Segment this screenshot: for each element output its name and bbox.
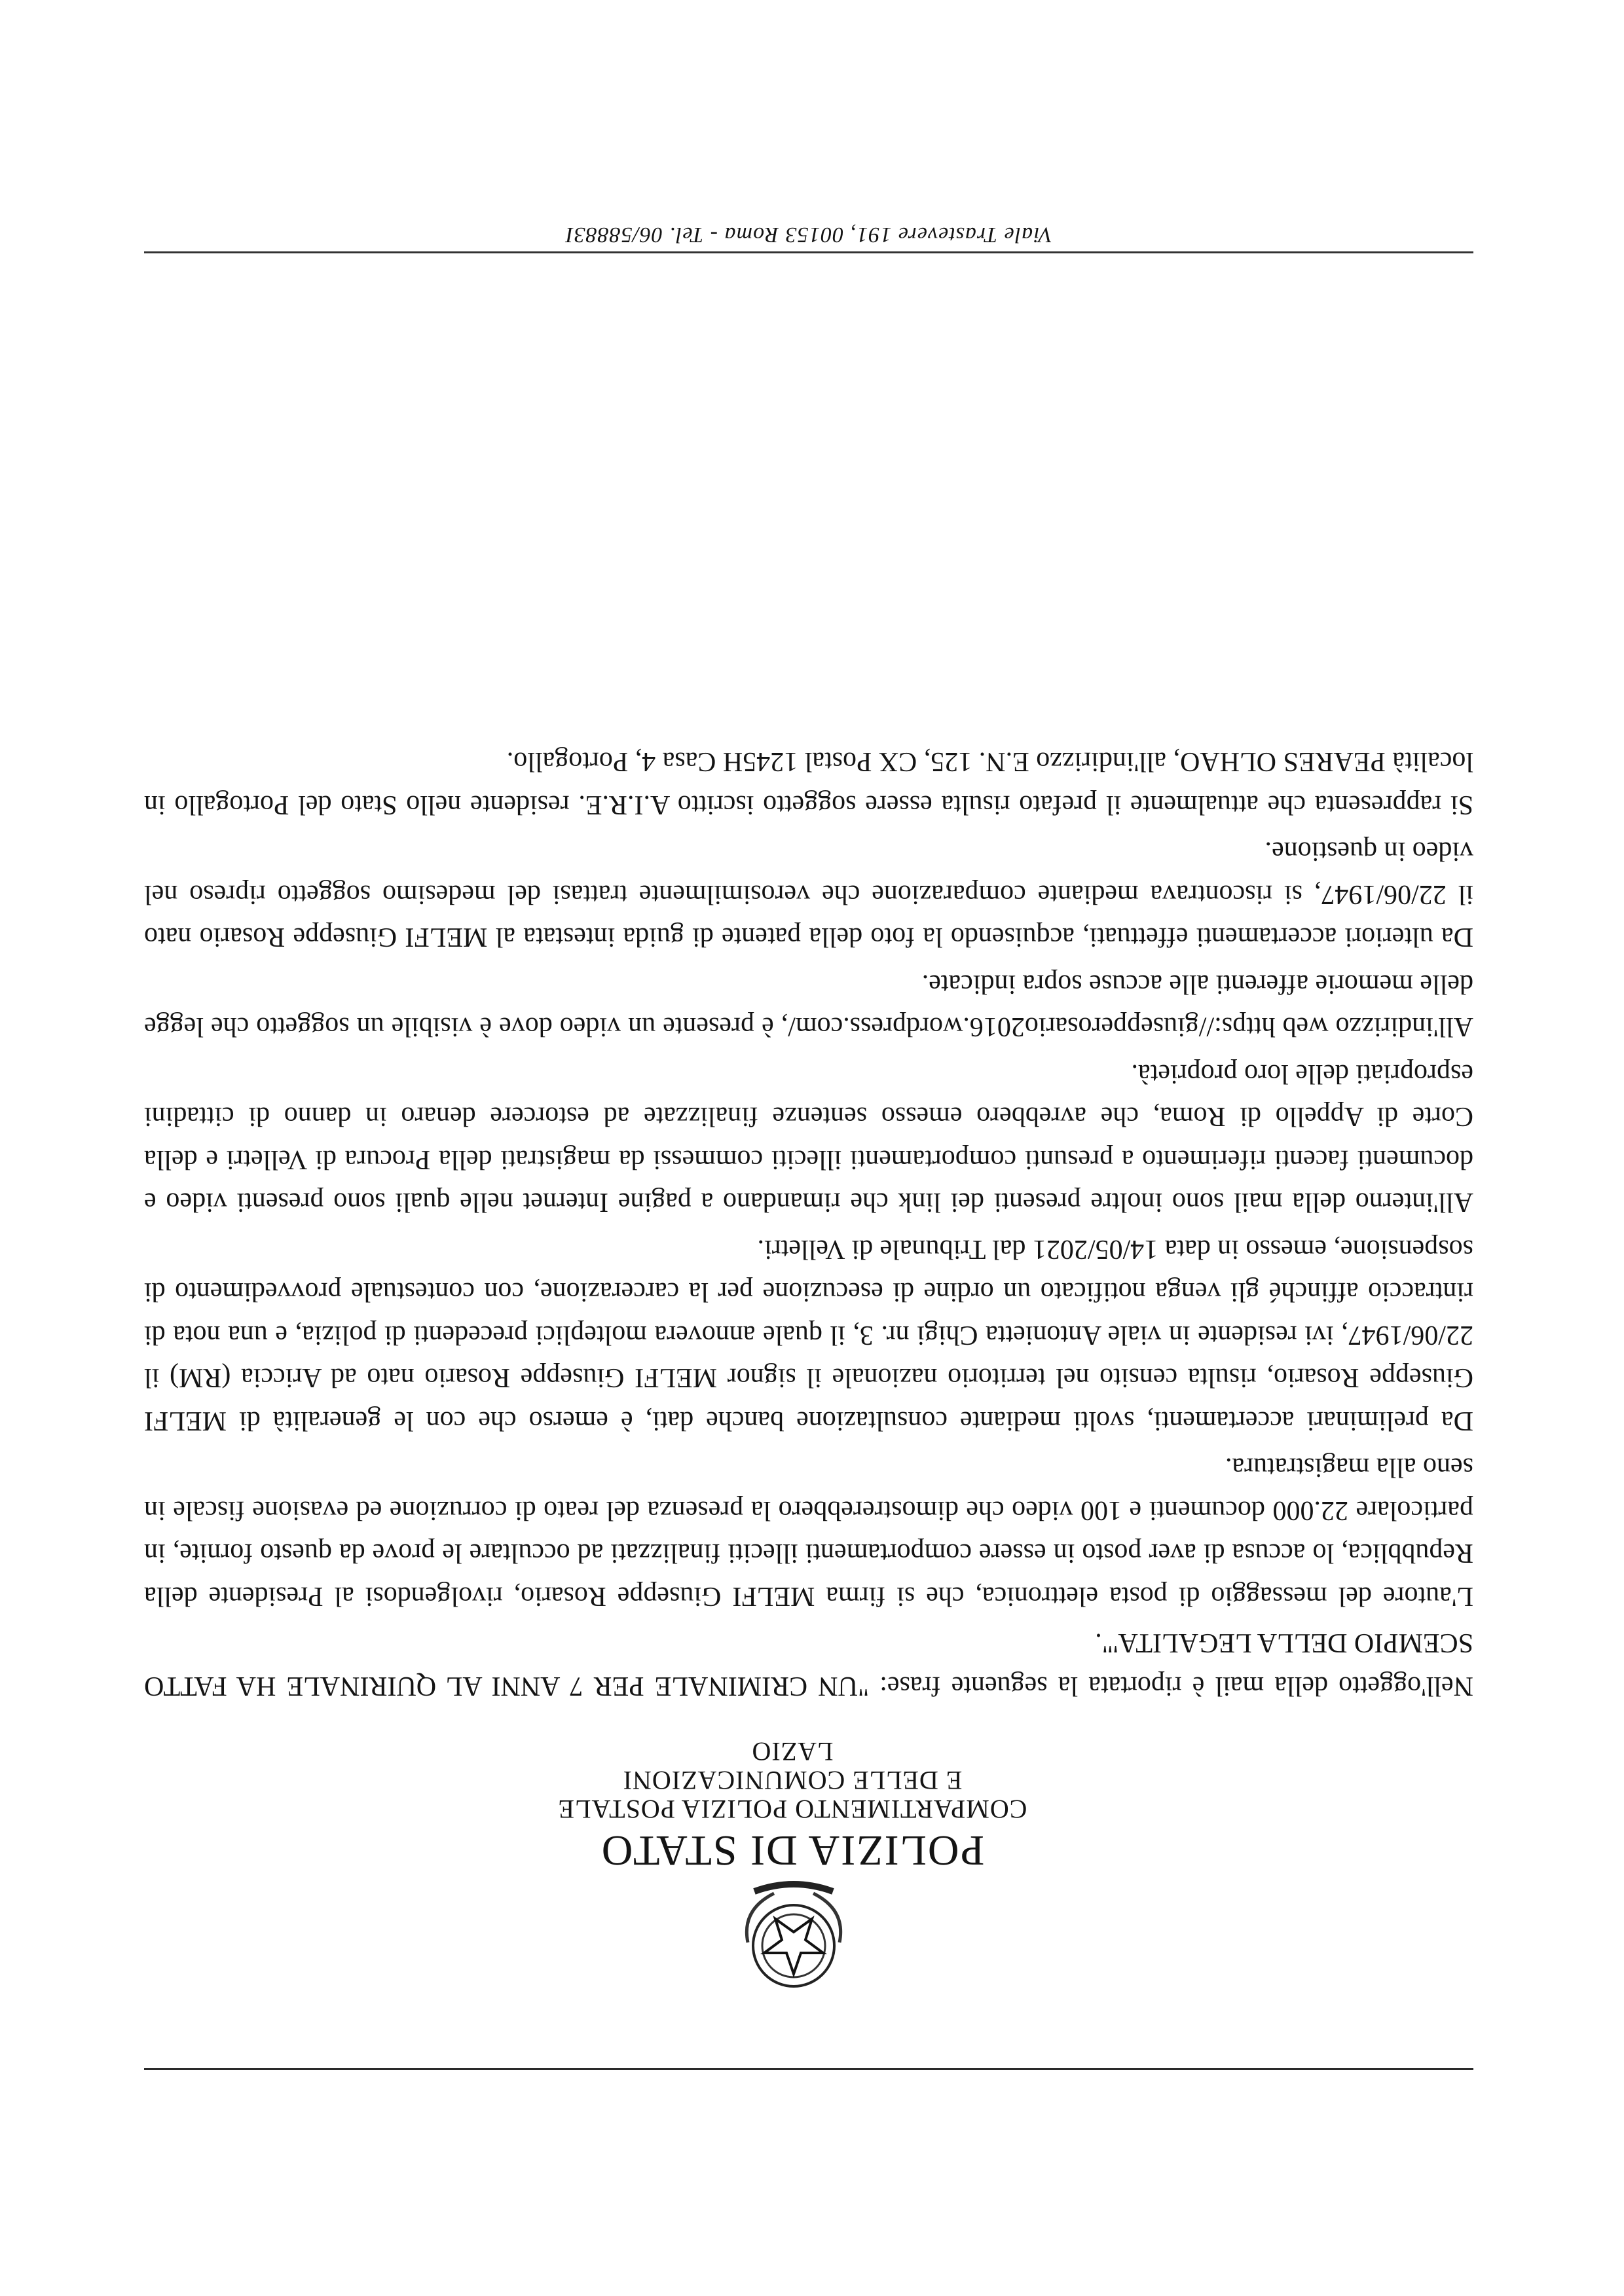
department-name: COMPARTIMENTO POLIZIA POSTALE [557, 1795, 1027, 1824]
footer-divider [144, 251, 1473, 253]
paragraph-residence: Si rappresenta che attualmente il prefato risulta essere soggetto iscritto A.I.R.E. residente nello Stato del Portogallo in località PEARES OLHAO, all'indirizzo E.N. 125, CX Postal 1245H Casa 4, Portogallo. [144, 746, 1473, 820]
department-name-2: E DELLE COMUNICAZIONI [622, 1766, 963, 1795]
paragraph-links: All'interno della mail sono inoltre presenti dei link che rimandano a pagine Internet nelle quali sono presenti video e documenti facenti riferimento a presunti comportamenti illeciti commessi da magistrati della Procura di Velletri e della Corte di Appello di Roma, che avrebbero emesso sentenze finalizzate ad estorcere denaro in danno di cittadini espropriati delle loro proprietà. [144, 1059, 1473, 1218]
top-rule [144, 2068, 1473, 2070]
region-name: LAZIO [751, 1737, 834, 1766]
document-body [144, 737, 1473, 1707]
republic-emblem-icon [735, 1877, 853, 2008]
footer-address: Viale Trastevere 191, 00153 Roma - Tel. 06/58883I [565, 223, 1052, 247]
paragraph-subject: Nell'oggetto della mail è riportata la seguente frase: "UN CRIMINALE PER 7 ANNI AL QUIRINALE HA FATTO SCEMPIO DELLA LEGALITA'". [144, 1628, 1473, 1701]
paragraph-author: L'autore del messaggio di posta elettronica, che si firma MELFI Giuseppe Rosario, rivolgendosi al Presidente della Repubblica, lo accusa di aver posto in essere comportamenti illeciti finalizzati ad occultare le prove da questo fornite, in particolare 22.000 documenti e 100 video che dimostrerebbero la presenza del reato di corruzione ed evasione fiscale in seno alla magistratura. [144, 1452, 1473, 1611]
agency-title: POLIZIA DI STATO [600, 1827, 985, 1874]
document-header [419, 1737, 1166, 1877]
paragraph-website: All'indirizzo web https://giusepperosario2016.wordpress.com/, è presente un video dove è visibile un soggetto che legge delle memorie afferenti alle accuse sopra indicate. [144, 969, 1473, 1042]
paragraph-license: Da ulteriori accertamenti effettuati, acquisendo la foto della patente di guida intestata al MELFI Giuseppe Rosario nato il 22/06/1947, si riscontrava mediante comparazione che verosimilmente trattasi del medesimo soggetto ripreso nel video in questione. [144, 836, 1473, 953]
paragraph-checks: Da preliminari accertamenti, svolti mediante consultazione banche dati, è emerso che con le generalità di MELFI Giuseppe Rosario, risulta censito nel territorio nazionale il signor MELFI Giuseppe Rosario nato ad Ariccia (RM) il 22/06/1947, ivi residente in viale Antonietta Chigi nr. 3, il quale annovera molteplici precedenti di polizia, e una nota di rintraccio affinché gli venga notificato un ordine di esecuzione per la carcerazione, con contestuale provvedimento di sospensione, emesso in data 14/05/2021 dal Tribunale di Velletri. [144, 1234, 1473, 1436]
